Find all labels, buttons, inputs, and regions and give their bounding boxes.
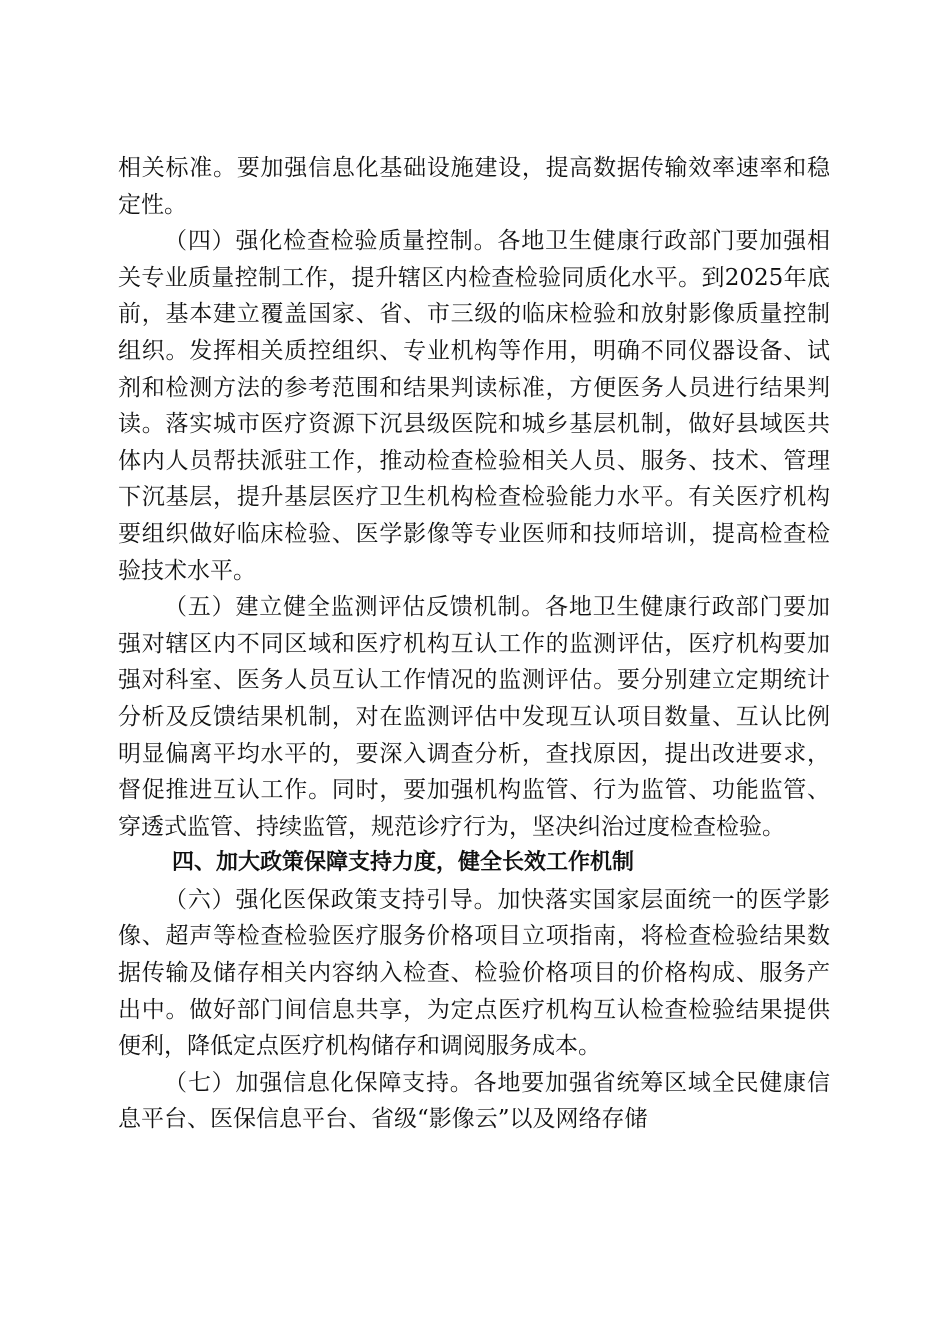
paragraph-continuation: 相关标准。要加强信息化基础设施建设，提高数据传输效率速率和稳定性。 [118,155,830,218]
paragraph-informatization: （七）加强信息化保障支持。各地要加强省统筹区域全民健康信息平台、医保信息平台、省级“影像云”以及网络存储 [118,1069,830,1133]
document-body [118,150,830,1138]
paragraph-quality-control: （四）强化检查检验质量控制。各地卫生健康行政部门要加强相关专业质量控制工作，提升辖区内检查检验同质化水平。到2025年底前，基本建立覆盖国家、省、市三级的临床检验和放射影像质量控制组织。发挥相关质控组织、专业机构等作用，明确不同仪器设备、试剂和检测方法的参考范围和结果判读标准，方便医务人员进行结果判读。落实城市医疗资源下沉县级医院和城乡基层机制，做好县域医共体内人员帮扶派驻工作，推动检查检验相关人员、服务、技术、管理下沉基层，提升基层医疗卫生机构检查检验能力水平。有关医疗机构要组织做好临床检验、医学影像等专业医师和技师培训，提高检查检验技术水平。 [118,228,830,584]
paragraph-medical-insurance: （六）强化医保政策支持引导。加快落实国家层面统一的医学影像、超声等检查检验医疗服务价格项目立项指南，将检查检验结果数据传输及储存相关内容纳入检查、检验价格项目的价格构成、服务产出中。做好部门间信息共享，为定点医疗机构互认检查检验结果提供便利，降低定点医疗机构储存和调阅服务成本。 [118,886,830,1060]
section-heading-four: 四、加大政策保障支持力度，健全长效工作机制 [172,850,635,876]
paragraph-monitoring-evaluation: （五）建立健全监测评估反馈机制。各地卫生健康行政部门要加强对辖区内不同区域和医疗机构互认工作的监测评估，医疗机构要加强对科室、医务人员互认工作情况的监测评估。要分别建立定期统计分析及反馈结果机制，对在监测评估中发现互认项目数量、互认比例明显偏离平均水平的，要深入调查分析，查找原因，提出改进要求，督促推进互认工作。同时，要加强机构监管、行为监管、功能监管、穿透式监管、持续监管，规范诊疗行为，坚决纠治过度检查检验。 [118,594,830,840]
